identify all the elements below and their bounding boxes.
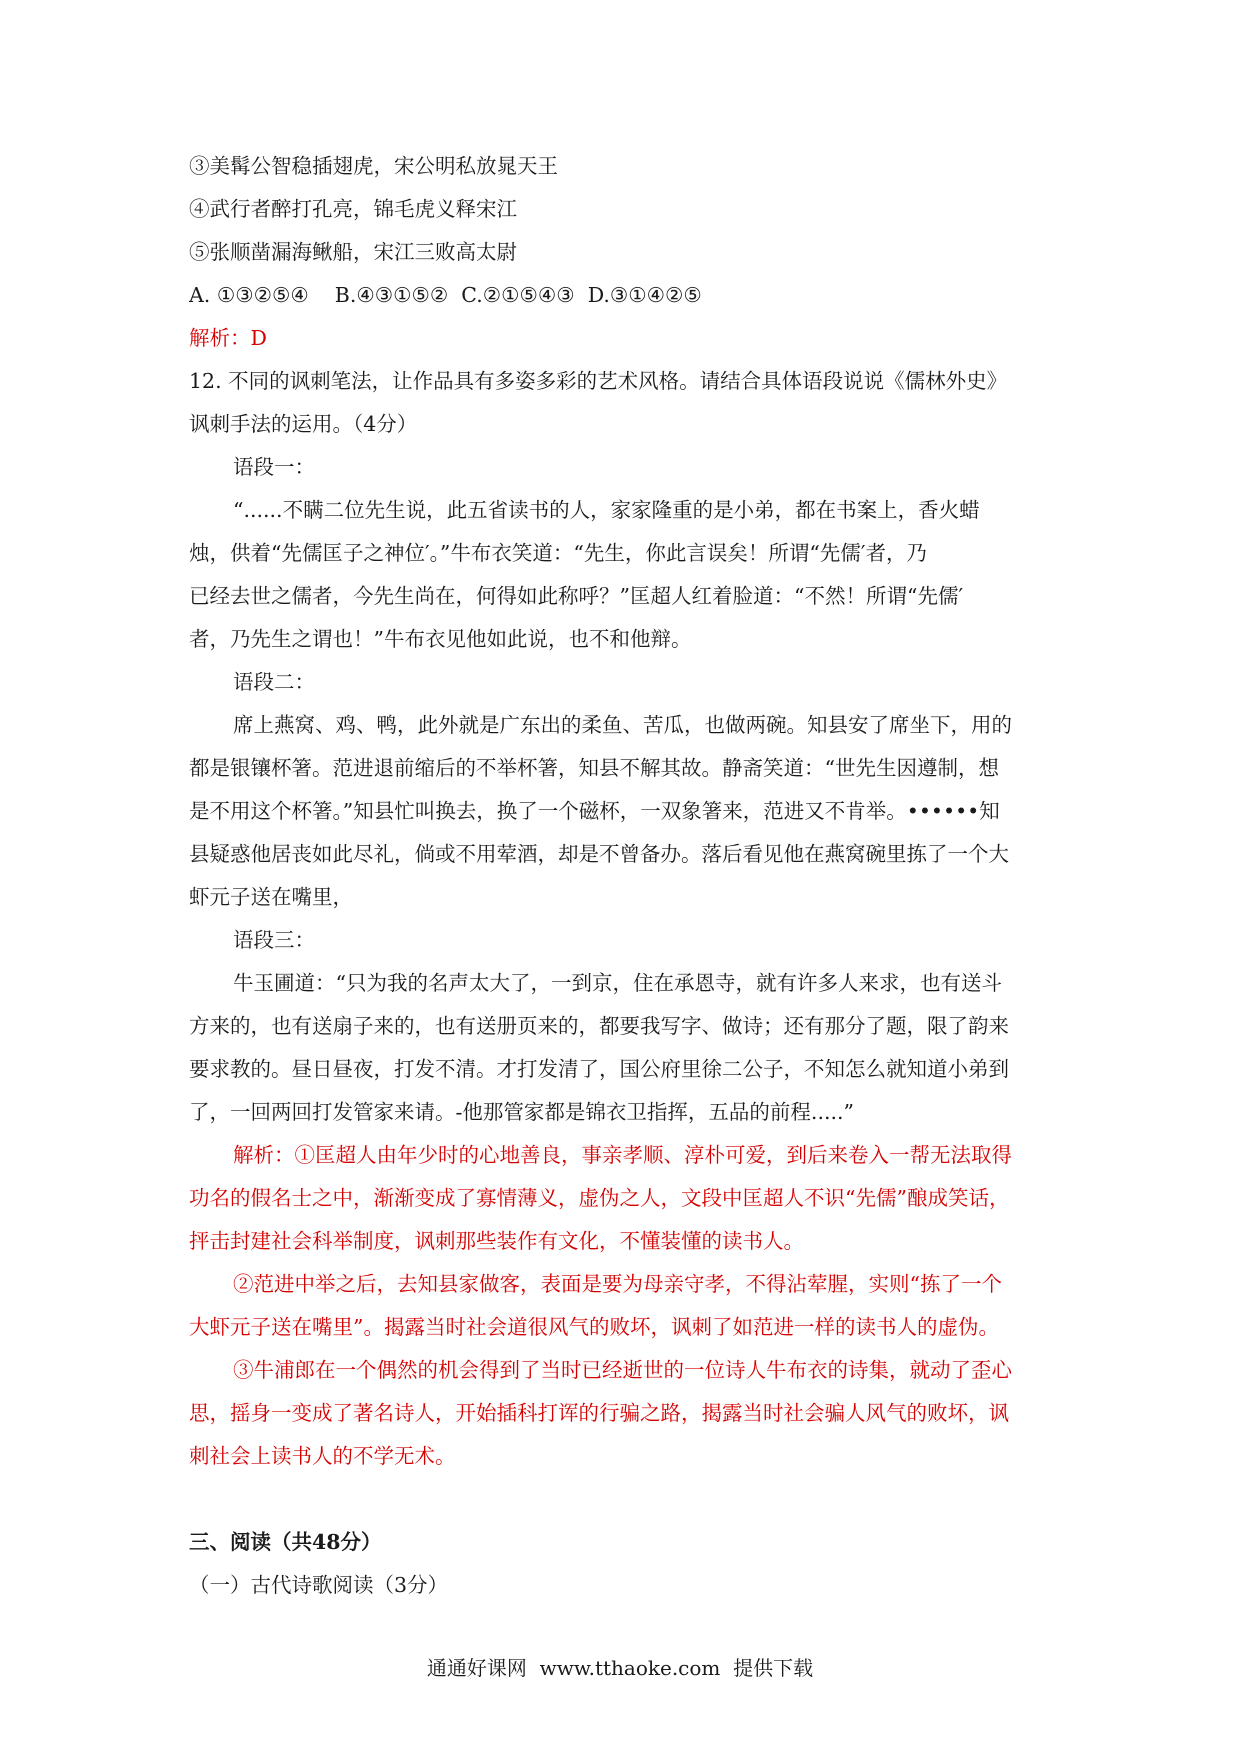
- analysis-line: 大虾元子送在嘴里”。揭露当时社会道很风气的败坏，讽刺了如范进一样的读书人的虚伪。: [189, 1315, 999, 1339]
- segment-2-line: 是不用这个杯箸。”知县忙叫换去，换了一个磁杯，一双象箸来，范进又不肯举。••••••知: [189, 799, 1000, 823]
- segment-1-line: 已经去世之儒者，今先生尚在，何得如此称呼？”匡超人红着脸道：“不然！所谓“先儒′: [189, 584, 964, 608]
- section-3-subheading: （一）古代诗歌阅读（3分）: [189, 1573, 449, 1597]
- answer-analysis: 解析：D: [189, 326, 267, 350]
- segment-1-line: 烛，供着“先儒匡子之神位′。”牛布衣笑道：“先生，你此言误矣！所谓“先儒′者，乃: [189, 541, 927, 565]
- analysis-line: ③牛浦郎在一个偶然的机会得到了当时已经逝世的一位诗人牛布衣的诗集，就动了歪心: [233, 1358, 1012, 1382]
- option-line: ④武行者醉打孔亮，锦毛虎义释宋江: [189, 197, 517, 221]
- segment-2-line: 都是银镶杯箸。范进退前缩后的不举杯箸，知县不解其故。静斋笑道：“世先生因遵制，想: [189, 756, 999, 780]
- segment-2-title: 语段二：: [233, 670, 315, 694]
- segment-3-line: 要求教的。昼日昼夜，打发不清。才打发清了，国公府里徐二公子，不知怎么就知道小弟到: [189, 1057, 1009, 1081]
- document-body: [189, 145, 1061, 1607]
- analysis-line: 抨击封建社会科举制度，讽刺那些装作有文化，不懂装懂的读书人。: [189, 1229, 804, 1253]
- section-gap: [189, 1478, 1061, 1521]
- segment-1-line: “......不瞒二位先生说，此五省读书的人，家家隆重的是小弟，都在书案上，香火蜡: [233, 498, 980, 522]
- segment-3-line: 了，一回两回打发管家来请。-他那管家都是锦衣卫指挥，五品的前程.....”: [189, 1100, 854, 1124]
- question-12-line: 12. 不同的讽刺笔法，让作品具有多姿多彩的艺术风格。请结合具体语段说说《儒林外史》: [189, 369, 1008, 393]
- analysis-line: ②范进中举之后，去知县家做客，表面是要为母亲守孝，不得沾荤腥，实则“拣了一个: [233, 1272, 1002, 1296]
- option-line: ③美髯公智稳插翅虎，宋公明私放晁天王: [189, 154, 558, 178]
- question-12-line: 讽刺手法的运用。（4分）: [189, 412, 418, 436]
- analysis-line: 解析：①匡超人由年少时的心地善良，事亲孝顺、淳朴可爱，到后来卷入一帮无法取得: [233, 1143, 1012, 1167]
- segment-1-line: 者，乃先生之谓也！”牛布衣见他如此说，也不和他辩。: [189, 627, 692, 651]
- analysis-line: 刺社会上读书人的不学无术。: [189, 1444, 456, 1468]
- page-footer: 通通好课网 www.tthaoke.com 提供下载: [426, 1656, 814, 1680]
- segment-3-title: 语段三：: [233, 928, 315, 952]
- segment-2-line: 席上燕窝、鸡、鸭，此外就是广东出的柔鱼、苦瓜，也做两碗。知县安了席坐下，用的: [233, 713, 1012, 737]
- analysis-line: 思，摇身一变成了著名诗人，开始插科打诨的行骗之路，揭露当时社会骗人风气的败坏，讽: [189, 1401, 1009, 1425]
- segment-1-title: 语段一：: [233, 455, 315, 479]
- segment-3-line: 方来的，也有送扇子来的，也有送册页来的，都要我写字、做诗；还有那分了题，限了韵来: [189, 1014, 1009, 1038]
- answer-choices: A. ①③②⑤④ B.④③①⑤② C.②①⑤④③ D.③①④②⑤: [189, 283, 702, 307]
- option-line: ⑤张顺凿漏海鳅船，宋江三败高太尉: [189, 240, 517, 264]
- segment-3-line: 牛玉圃道：“只为我的名声太大了，一到京，住在承恩寺，就有许多人来求，也有送斗: [233, 971, 1002, 995]
- analysis-line: 功名的假名士之中，渐渐变成了寡情薄义，虚伪之人，文段中匡超人不识“先儒”酿成笑话，: [189, 1186, 1010, 1210]
- segment-2-line: 虾元子送在嘴里，: [189, 885, 353, 909]
- segment-2-line: 县疑惑他居丧如此尽礼，倘或不用荤酒，却是不曾备办。落后看见他在燕窝碗里拣了一个大: [189, 842, 1009, 866]
- section-3-heading: 三、阅读（共48分）: [189, 1530, 382, 1554]
